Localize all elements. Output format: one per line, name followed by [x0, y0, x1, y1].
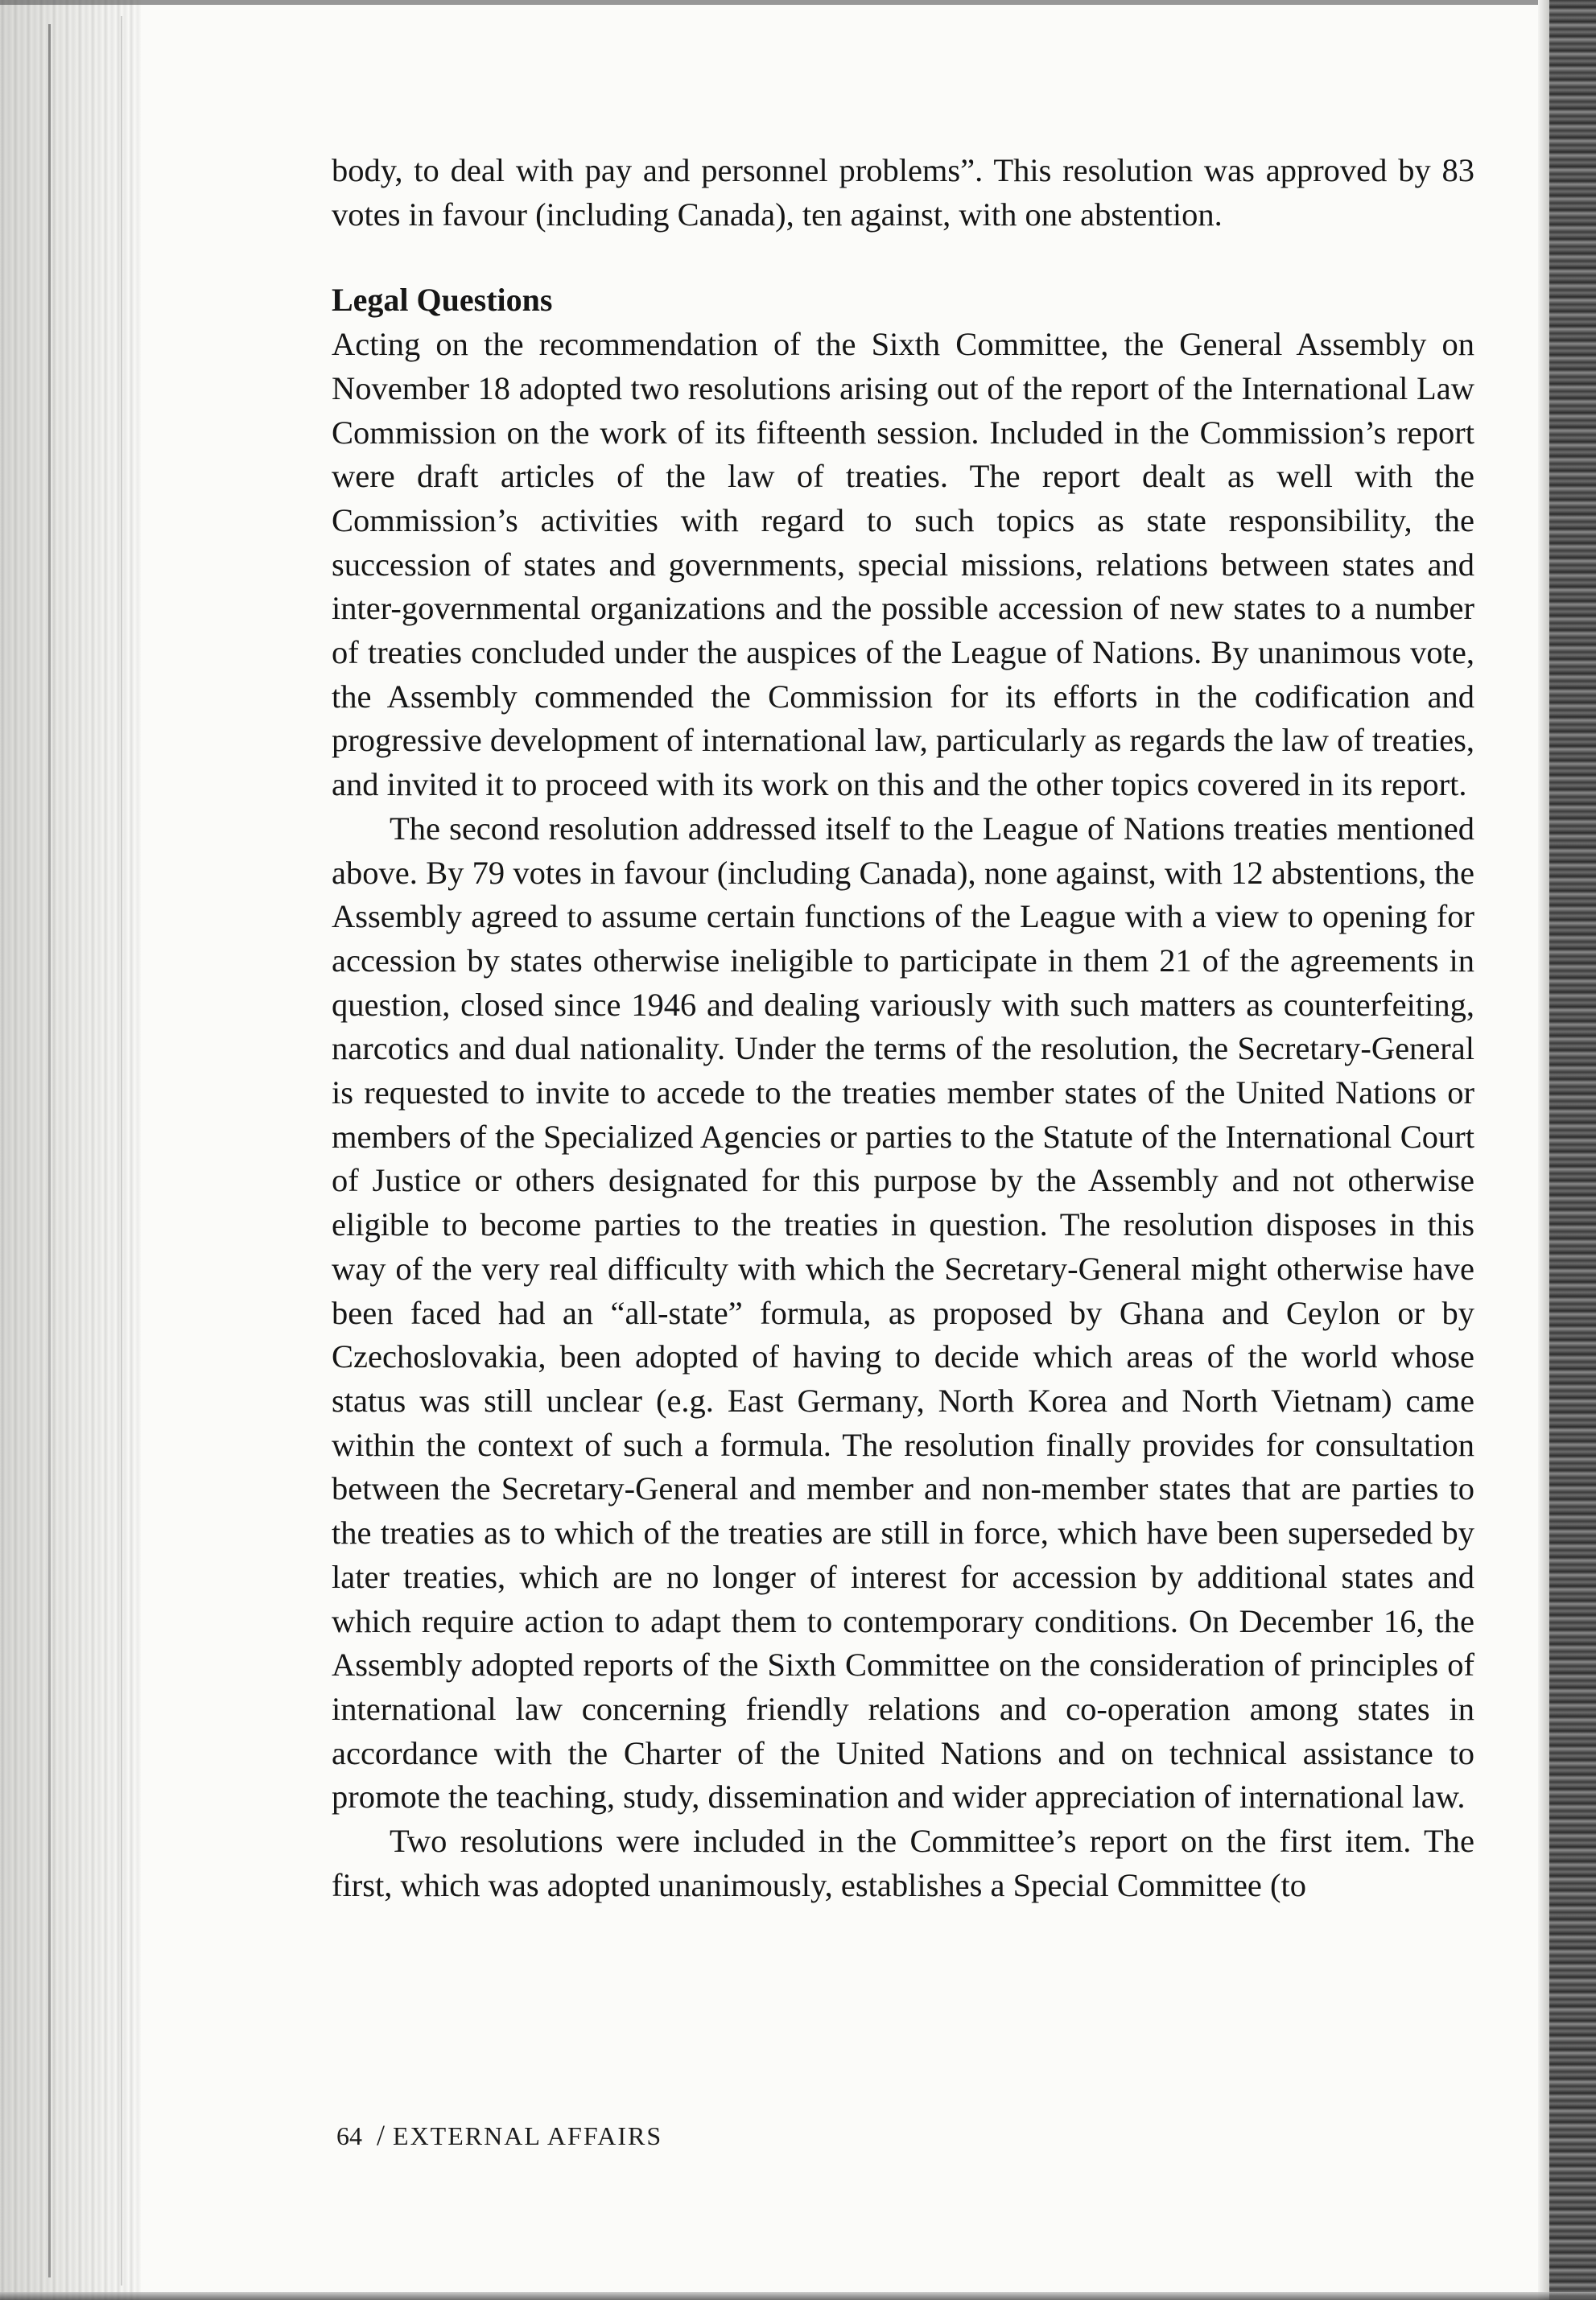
opening-paragraph: body, to deal with pay and personnel problems”. This resolution was approved by 83 votes in favour (including Canada), ten against, with one abstention.: [332, 152, 1474, 233]
right-scan-edge: [1549, 0, 1596, 2300]
page-number: 64: [336, 2121, 362, 2150]
bottom-scan-edge: [0, 2292, 1596, 2300]
article-body: [332, 149, 1474, 1907]
footer-separator: /: [377, 2119, 386, 2151]
page-footer: [336, 2118, 662, 2152]
paragraph-third: Two resolutions were included in the Committee’s report on the first item. The first, which was adopted unanimously, establishes a Special Committee (to: [332, 1823, 1474, 1903]
paragraph-first: Acting on the recommendation of the Sixth Committee, the General Assembly on November 18 adopted two resolutions arising out of the report of the International Law Commission on the work of its fifteenth session. Included in the Commission’s report were draft articles of the law of treaties. The report dealt as well with the Commission’s activities with regard to such topics as state responsibility, the succession of states and governments, special missions, relations between states and inter-governmental organizations and the possible accession of new states to a number of treaties concluded under the auspices of the League of Nations. By unanimous vote, the Assembly commended the Commission for its efforts in the codification and progressive development of international law, particularly as regards the law of treaties, and invited it to proceed with its work on this and the other topics covered in its report.: [332, 326, 1474, 803]
section-heading: Legal Questions: [332, 282, 553, 319]
publication-title: EXTERNAL AFFAIRS: [393, 2121, 663, 2150]
binding-gutter: [0, 0, 141, 2300]
section-spacer: [332, 237, 1474, 278]
gutter-shadow-line: [48, 24, 51, 2277]
top-scan-edge: [0, 0, 1596, 5]
paragraph-second: The second resolution addressed itself to the League of Nations treaties mentioned above. By 79 votes in favour (including Canada), none against, with 12 abstentions, the Assembly agreed to assume certain functions of the League with a view to opening for accession by states otherwise ineligible to participate in them 21 of the agreements in question, closed since 1946 and dealing variously with such matters as counterfeiting, narcotics and dual nationality. Under the terms of the resolution, the Secretary-General is requested to invite to accede to the treaties member states of the United Nations or members of the Specialized Agencies or parties to the Statute of the International Court of Justice or others designated for this purpose by the Assembly and not otherwise eligible to become parties to the treaties in question. The resolution disposes in this way of the very real difficulty with which the Secretary-General might otherwise have been faced had an “all-state” formula, as proposed by Ghana and Ceylon or by Czechoslovakia, been adopted of having to decide which areas of the world whose status was still unclear (e.g. East Germany, North Korea and North Vietnam) came within the context of such a formula. The resolution finally provides for consultation between the Secretary-General and member and non-member states that are parties to the treaties as to which of the treaties are still in force, which have been superseded by later treaties, which are no longer of interest for accession by additional states and which require action to adapt them to contemporary conditions. On December 16, the Assembly adopted reports of the Sixth Committee on the consideration of principles of international law concerning friendly relations and co-operation among states in accordance with the Charter of the United Nations and on technical assistance to promote the teaching, study, dissemination and wider appreciation of international law.: [332, 810, 1474, 1816]
right-page-curl: [1538, 0, 1549, 2300]
gutter-fold-line: [121, 16, 122, 2286]
